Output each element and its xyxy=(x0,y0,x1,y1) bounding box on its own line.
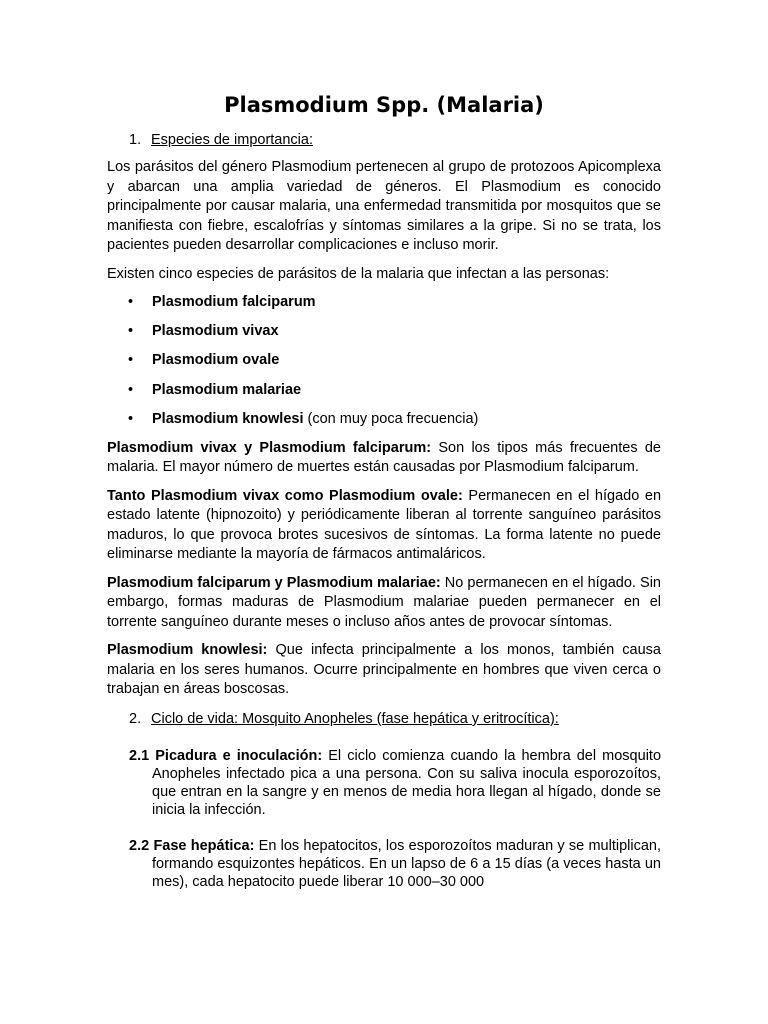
list-item xyxy=(107,351,661,371)
bullet-icon: • xyxy=(128,352,134,369)
species-list xyxy=(107,293,661,429)
species-name: Plasmodium knowlesi xyxy=(152,410,304,427)
paragraph-text: Permanecen en el hígado en estado latente (hipnozoito) y periódicamente liberan al torrente sanguíneo parásitos maduros, lo que provoca brotes sucesivos de síntomas. La forma latente no puede eliminarse mediante la mayoría de fármacos antimaláricos. xyxy=(107,487,662,563)
list-item xyxy=(107,293,661,313)
species-name: Plasmodium ovale xyxy=(152,352,280,369)
paragraph-text: Son los tipos más frecuentes de malaria. El mayor número de muertes están causadas por Plasmodium falciparum. xyxy=(107,439,661,476)
species-name: Plasmodium malariae xyxy=(152,381,302,398)
subsection-number: 2.1 xyxy=(129,747,150,764)
bullet-icon: • xyxy=(128,294,134,310)
paragraph-lead: Plasmodium knowlesi: xyxy=(107,642,268,659)
section-1-heading xyxy=(107,130,661,150)
bullet-icon: • xyxy=(128,410,134,427)
list-item xyxy=(107,322,661,342)
paragraph-lead: Plasmodium falciparum y Plasmodium malariae: xyxy=(107,574,441,591)
knowlesi-paragraph xyxy=(107,641,661,700)
page-title: Plasmodium Spp. (Malaria) xyxy=(224,93,544,117)
section-2-title: Ciclo de vida: Mosquito Anopheles (fase hepática y eritrocítica): xyxy=(151,710,559,727)
paragraph-lead: Plasmodium vivax y Plasmodium falciparum: xyxy=(107,439,432,456)
subsection-lead: Fase hepática: xyxy=(153,837,255,854)
subsection-2-1 xyxy=(107,747,661,819)
subsection-text: En los hepatocitos, los esporozoítos maduran y se multiplican, formando esquizontes hepáticos. En un lapso de 6 a 15 días (a veces hasta un mes), cada hepatocito puede liberar 10 000–30 000 xyxy=(152,837,661,890)
subsection-text: El ciclo comienza cuando la hembra del mosquito Anopheles infectado pica a una persona. Con su saliva inocula esporozoítos, que entran en la sangre y en menos de media hora llegan al hígado, donde se inicia la infección. xyxy=(152,747,662,818)
bullet-icon: • xyxy=(128,323,134,340)
vivax-falciparum-paragraph xyxy=(107,439,661,478)
subsection-lead: Picadura e inoculación: xyxy=(155,747,323,764)
species-name: Plasmodium vivax xyxy=(152,323,279,340)
list-item xyxy=(107,410,661,430)
species-name: Plasmodium falciparum xyxy=(152,294,316,310)
subsection-number: 2.2 xyxy=(129,837,150,854)
section-1-number: 1. xyxy=(129,132,142,148)
section-1-title: Especies de importancia: xyxy=(151,132,313,148)
subsection-2-2 xyxy=(107,837,661,891)
vivax-ovale-paragraph xyxy=(107,487,661,565)
falciparum-malariae-paragraph xyxy=(107,574,661,633)
species-intro: Existen cinco especies de parásitos de la malaria que infectan a las personas: xyxy=(107,265,610,282)
paragraph-text: Que infecta principalmente a los monos, también causa malaria en los seres humanos. Ocurre principalmente en hombres que viven cerca o trabajan en áreas boscosas. xyxy=(107,642,661,698)
paragraph-text: No permanecen en el hígado. Sin embargo, formas maduras de Plasmodium malariae pueden permanecer en el torrente sanguíneo durante meses o incluso años antes de provocar síntomas. xyxy=(107,574,661,630)
list-item xyxy=(107,381,661,401)
section-2-heading xyxy=(107,709,661,729)
species-note: (con muy poca frecuencia) xyxy=(303,410,479,427)
intro-paragraph: Los parásitos del género Plasmodium pertenecen al grupo de protozoos Apicomplexa y abarcan una amplia variedad de géneros. El Plasmodium es conocido principalmente por causar malaria, una enfermedad transmitida por mosquitos que se manifiesta con fiebre, escalofrías y síntomas similares a la gripe. Si no se trata, los pacientes pueden desarrollar complicaciones e incluso morir. xyxy=(107,159,661,253)
paragraph-lead: Tanto Plasmodium vivax como Plasmodium ovale: xyxy=(107,487,463,504)
bullet-icon: • xyxy=(128,381,134,398)
section-2-number: 2. xyxy=(129,710,142,727)
